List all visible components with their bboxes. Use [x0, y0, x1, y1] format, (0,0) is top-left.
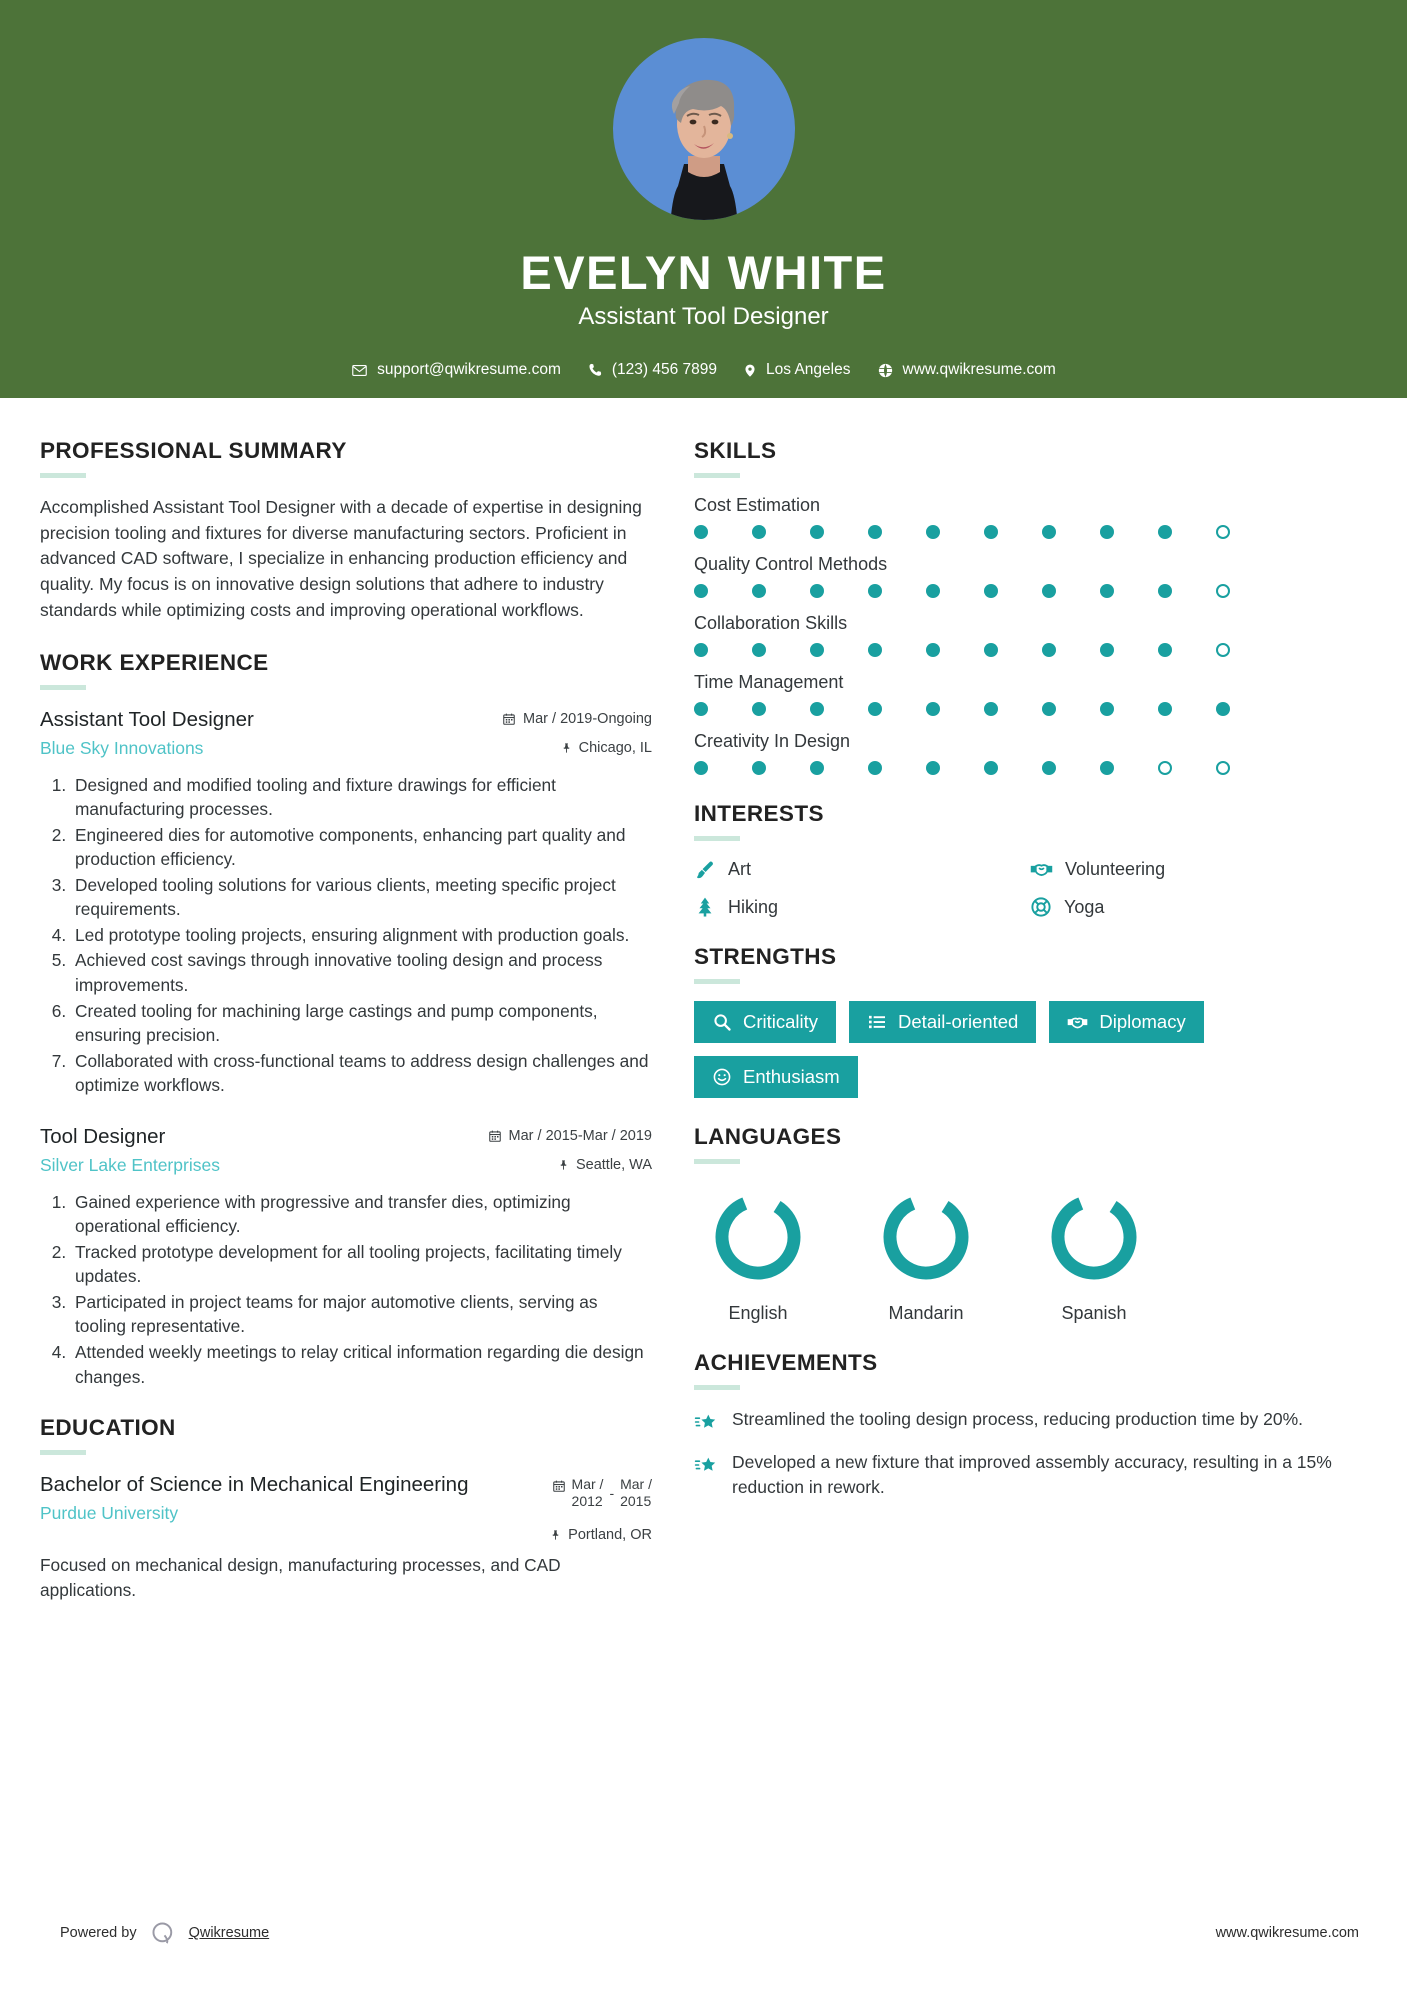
interest-item-hiking: [694, 896, 1030, 918]
achievement-item: [694, 1407, 1366, 1435]
star-shooting-icon: [694, 1454, 718, 1478]
skill-dot-slot: [752, 584, 810, 598]
section-education: [40, 1415, 652, 1602]
section-title: STRENGTHS: [694, 944, 837, 969]
language-label: Spanish: [1061, 1303, 1127, 1323]
summary-text: Accomplished Assistant Tool Designer with a decade of expertise in designing precision tooling and fixtures for diverse manufacturing sectors. Proficient in advanced CAD software, I specialize in enhancing production efficiency and quality. My focus is on innovative design solutions that adhere to industry standards while optimizing costs and improving operational workflows.: [40, 497, 642, 620]
skill-dot-slot: [1216, 584, 1274, 598]
skill-dot-slot: [810, 584, 868, 598]
strengths-list: [694, 1001, 1366, 1098]
skill-dot-slot: [1158, 702, 1216, 716]
handshake-icon: [1030, 858, 1053, 881]
education-date-separator: -: [609, 1485, 615, 1502]
education-end-year: 2015: [620, 1492, 652, 1509]
skill-dot-slot: [1042, 643, 1100, 657]
interest-item-art: [694, 858, 1030, 881]
globe-icon: [877, 362, 894, 379]
skill-dot-filled: [1216, 702, 1230, 716]
skill-dot-slot: [1100, 702, 1158, 716]
section-rule: [694, 473, 740, 478]
calendar-icon: [552, 1479, 566, 1493]
skill-dot-slot: [1042, 761, 1100, 775]
language-item: [694, 1187, 822, 1324]
skill-dot-slot: [984, 761, 1042, 775]
skill-dot-filled: [984, 584, 998, 598]
skill-dot-filled: [984, 702, 998, 716]
location-pin-icon: [743, 362, 757, 379]
skill-dot-slot: [984, 525, 1042, 539]
section-rule: [694, 979, 740, 984]
interest-label: Art: [728, 859, 752, 879]
job-location: [502, 740, 652, 756]
skill-dot-slot: [1216, 643, 1274, 657]
section-rule: [40, 685, 86, 690]
work-entry: [40, 707, 652, 1098]
pushpin-icon: [561, 741, 572, 755]
section-strengths: [694, 944, 1366, 1098]
language-label: Mandarin: [888, 1303, 964, 1323]
skill-dot-filled: [810, 525, 824, 539]
powered-by-block: [60, 1920, 269, 1946]
languages-list: [694, 1181, 1366, 1324]
skill-dot-slot: [1100, 525, 1158, 539]
skill-dot-filled: [1100, 643, 1114, 657]
strength-badge-detail-oriented: [849, 1001, 1036, 1043]
skill-dot-filled: [984, 525, 998, 539]
skill-dot-filled: [1158, 525, 1172, 539]
education-start-month: Mar /: [571, 1476, 604, 1493]
education-start-date: [572, 1476, 604, 1509]
skill-dot-slot: [984, 643, 1042, 657]
skill-dot-filled: [752, 525, 766, 539]
achievement-item: [694, 1450, 1366, 1500]
skill-dot-empty: [1158, 761, 1172, 775]
skill-dot-filled: [1158, 702, 1172, 716]
job-dates: [488, 1128, 652, 1144]
achievement-text: Developed a new fixture that improved assembly accuracy, resulting in a 15% reduction in rework.: [732, 1452, 1332, 1497]
list-item: 4. Led prototype tooling projects, ensuring alignment with production goals.: [71, 923, 652, 948]
smiley-icon: [712, 1067, 732, 1087]
star-shooting-icon: [694, 1411, 718, 1435]
skill-label: Creativity In Design: [694, 731, 851, 751]
page-title: EVELYN WHITE: [520, 246, 887, 299]
skill-dot-slot: [694, 643, 752, 657]
lifebuoy-icon: [1030, 896, 1052, 918]
job-dates-text: Mar / 2015-Mar / 2019: [508, 1127, 652, 1144]
skill-dot-filled: [926, 702, 940, 716]
education-description: Focused on mechanical design, manufacturing processes, and CAD applications.: [40, 1555, 561, 1600]
skill-label: Collaboration Skills: [694, 613, 848, 633]
skill-dot-slot: [1100, 761, 1158, 775]
skill-dot-slot: [752, 525, 810, 539]
language-item: [1030, 1187, 1158, 1324]
language-label: English: [728, 1303, 788, 1323]
work-entry: [40, 1124, 652, 1389]
contact-bar: [0, 361, 1407, 379]
interest-item-volunteering: [1030, 858, 1366, 881]
skill-dot-filled: [1158, 643, 1172, 657]
job-role: Assistant Tool Designer: [40, 707, 254, 731]
section-title: EDUCATION: [40, 1415, 176, 1441]
list-item: 7. Collaborated with cross-functional teams to address design challenges and optimize workflows.: [71, 1049, 652, 1098]
skill-dot-slot: [1042, 584, 1100, 598]
skill-rating: [694, 584, 1366, 598]
section-rule: [40, 1450, 86, 1455]
skill-dot-filled: [694, 761, 708, 775]
section-languages: [694, 1124, 1366, 1324]
skill-dot-slot: [810, 525, 868, 539]
list-item: 6. Created tooling for machining large castings and pump components, ensuring precision.: [71, 999, 652, 1048]
skill-dot-filled: [694, 643, 708, 657]
skill-dot-filled: [868, 525, 882, 539]
section-rule: [40, 473, 86, 478]
skill-dot-filled: [1042, 643, 1056, 657]
strength-label: Criticality: [743, 1011, 819, 1032]
skill-dot-filled: [1100, 584, 1114, 598]
strength-label: Detail-oriented: [898, 1011, 1019, 1032]
section-professional-summary: [40, 438, 652, 624]
resume-body: [0, 398, 1407, 1628]
skill-dot-empty: [1216, 643, 1230, 657]
language-item: [862, 1187, 990, 1324]
resume-header: [0, 0, 1407, 398]
skill-dot-filled: [984, 761, 998, 775]
skill-dot-slot: [926, 643, 984, 657]
interest-label: Hiking: [728, 896, 779, 917]
skill-dot-filled: [1158, 584, 1172, 598]
skill-dot-filled: [1100, 761, 1114, 775]
contact-email[interactable]: [351, 361, 561, 379]
job-location-text: Chicago, IL: [578, 739, 652, 756]
job-company[interactable]: Silver Lake Enterprises: [40, 1154, 220, 1175]
skill-dot-slot: [752, 702, 810, 716]
skill-dot-filled: [868, 584, 882, 598]
section-work-experience: [40, 650, 652, 1389]
skill-dot-filled: [1042, 761, 1056, 775]
skill-dot-slot: [868, 643, 926, 657]
skill-dot-filled: [694, 702, 708, 716]
skill-dot-filled: [810, 584, 824, 598]
section-rule: [694, 1159, 740, 1164]
section-title: INTERESTS: [694, 801, 824, 826]
job-bullets: [40, 1190, 652, 1389]
skill-dot-slot: [1158, 761, 1216, 775]
list-item: 2. Tracked prototype development for all tooling projects, facilitating timely updates.: [71, 1240, 652, 1289]
skill-dot-slot: [868, 761, 926, 775]
job-company[interactable]: Blue Sky Innovations: [40, 737, 204, 758]
footer: [0, 1920, 1407, 1990]
section-rule: [694, 836, 740, 841]
skill-dot-slot: [694, 525, 752, 539]
education-dates: [550, 1476, 652, 1509]
skill-dot-slot: [810, 702, 868, 716]
skill-dot-filled: [868, 702, 882, 716]
strength-label: Enthusiasm: [743, 1066, 840, 1087]
skill-dot-filled: [694, 525, 708, 539]
skill-dot-slot: [868, 525, 926, 539]
skill-rating: [694, 643, 1366, 657]
job-dates: [502, 711, 652, 727]
education-location-text: Portland, OR: [568, 1527, 652, 1544]
skill-dot-filled: [868, 643, 882, 657]
skill-dot-filled: [752, 761, 766, 775]
skill-dot-slot: [1042, 702, 1100, 716]
skill-dot-filled: [868, 761, 882, 775]
interests-list: [694, 858, 1366, 918]
skills-list: [694, 495, 1366, 775]
degree-title: Bachelor of Science in Mechanical Engineering: [40, 1473, 469, 1497]
avatar: [613, 38, 795, 220]
section-interests: [694, 801, 1366, 918]
interest-item-yoga: [1030, 896, 1366, 918]
skill-dot-slot: [1216, 702, 1274, 716]
skill-dot-slot: [810, 643, 868, 657]
strength-badge-enthusiasm: [694, 1056, 858, 1098]
skill-item: [694, 731, 1366, 775]
list-item: 4. Attended weekly meetings to relay critical information regarding die design changes.: [71, 1340, 652, 1389]
skill-rating: [694, 525, 1366, 539]
envelope-icon: [351, 362, 368, 379]
skill-dot-slot: [1042, 525, 1100, 539]
section-title: ACHIEVEMENTS: [694, 1350, 878, 1375]
contact-phone-text: (123) 456 7899: [611, 361, 718, 379]
skill-dot-slot: [926, 525, 984, 539]
skill-dot-slot: [810, 761, 868, 775]
skill-item: [694, 613, 1366, 657]
skill-dot-slot: [752, 643, 810, 657]
phone-icon: [587, 362, 603, 378]
education-entry: [40, 1472, 652, 1602]
qwikresume-logo-icon: [150, 1920, 176, 1946]
skill-dot-slot: [1100, 643, 1158, 657]
skill-dot-slot: [926, 761, 984, 775]
contact-phone[interactable]: [587, 361, 717, 379]
section-title: PROFESSIONAL SUMMARY: [40, 438, 347, 463]
skill-dot-slot: [926, 584, 984, 598]
language-progress-ring: [876, 1187, 976, 1287]
education-end-date: [620, 1476, 652, 1509]
skill-item: [694, 554, 1366, 598]
powered-by-label: Powered by: [60, 1925, 137, 1941]
skill-dot-filled: [1042, 702, 1056, 716]
skill-label: Time Management: [694, 672, 844, 692]
skill-item: [694, 672, 1366, 716]
skill-dot-filled: [1042, 525, 1056, 539]
skill-dot-slot: [984, 584, 1042, 598]
pushpin-icon: [550, 1528, 561, 1542]
list-item: 5. Achieved cost savings through innovative tooling design and process improvements.: [71, 948, 652, 997]
skill-dot-slot: [694, 761, 752, 775]
skill-label: Quality Control Methods: [694, 554, 888, 574]
job-role: Tool Designer: [40, 1124, 166, 1148]
skill-dot-filled: [926, 643, 940, 657]
section-rule: [694, 1385, 740, 1390]
skill-dot-slot: [868, 702, 926, 716]
contact-location-text: Los Angeles: [766, 361, 851, 379]
skill-dot-slot: [868, 584, 926, 598]
left-column: [40, 438, 652, 1628]
skill-dot-filled: [752, 643, 766, 657]
section-title: WORK EXPERIENCE: [40, 649, 269, 675]
skill-label: Cost Estimation: [694, 495, 821, 515]
skill-dot-filled: [926, 761, 940, 775]
skill-dot-filled: [984, 643, 998, 657]
job-title: Assistant Tool Designer: [578, 303, 829, 331]
contact-website[interactable]: [877, 361, 1056, 379]
handshake-icon: [1067, 1012, 1088, 1033]
skill-dot-slot: [1100, 584, 1158, 598]
pushpin-icon: [558, 1158, 569, 1172]
section-title: LANGUAGES: [694, 1124, 842, 1149]
job-dates-text: Mar / 2019-Ongoing: [523, 710, 652, 727]
calendar-icon: [488, 1129, 502, 1143]
skill-dot-filled: [752, 584, 766, 598]
list-item: 3. Participated in project teams for major automotive clients, serving as tooling representative.: [71, 1290, 652, 1339]
skill-dot-filled: [752, 702, 766, 716]
skill-dot-slot: [984, 702, 1042, 716]
section-title: SKILLS: [694, 438, 777, 463]
strength-badge-diplomacy: [1049, 1001, 1203, 1043]
skill-dot-slot: [694, 584, 752, 598]
skill-dot-filled: [1042, 584, 1056, 598]
education-location: [550, 1527, 652, 1543]
strength-label: Diplomacy: [1099, 1011, 1186, 1032]
language-progress-ring: [1044, 1187, 1144, 1287]
skill-dot-slot: [1158, 525, 1216, 539]
job-location-text: Seattle, WA: [575, 1156, 652, 1173]
magnifier-icon: [712, 1012, 732, 1032]
skill-dot-empty: [1216, 525, 1230, 539]
list-item: 1. Gained experience with progressive and transfer dies, optimizing operational efficiency.: [71, 1190, 652, 1239]
right-column: [694, 438, 1366, 1628]
tree-icon: [694, 896, 716, 918]
list-icon: [867, 1012, 887, 1032]
paintbrush-icon: [694, 859, 716, 881]
interest-label: Volunteering: [1065, 859, 1166, 879]
portrait-photo-icon: [644, 56, 764, 220]
skill-dot-slot: [1158, 643, 1216, 657]
skill-rating: [694, 702, 1366, 716]
education-end-month: Mar /: [620, 1476, 652, 1493]
contact-website-text: www.qwikresume.com: [902, 361, 1056, 379]
contact-email-text: support@qwikresume.com: [377, 361, 561, 379]
education-start-year: 2012: [571, 1492, 603, 1509]
list-item: 2. Engineered dies for automotive components, enhancing part quality and production efficiency.: [71, 823, 652, 872]
strength-badge-criticality: [694, 1001, 836, 1043]
job-bullets: [40, 773, 652, 1098]
qwikresume-link[interactable]: Qwikresume: [188, 1925, 270, 1941]
language-progress-ring: [708, 1187, 808, 1287]
achievement-text: Streamlined the tooling design process, reducing production time by 20%.: [732, 1409, 1304, 1429]
skill-dot-filled: [1100, 702, 1114, 716]
skill-rating: [694, 761, 1366, 775]
skill-dot-filled: [926, 525, 940, 539]
skill-dot-filled: [810, 702, 824, 716]
skill-dot-filled: [810, 643, 824, 657]
contact-location[interactable]: [743, 361, 850, 379]
calendar-icon: [502, 712, 516, 726]
skill-dot-slot: [1216, 761, 1274, 775]
school-name[interactable]: Purdue University: [40, 1503, 179, 1524]
list-item: 1. Designed and modified tooling and fixture drawings for efficient manufacturing processes.: [71, 773, 652, 822]
skill-dot-slot: [752, 761, 810, 775]
skill-dot-slot: [1216, 525, 1274, 539]
skill-dot-slot: [926, 702, 984, 716]
skill-item: [694, 495, 1366, 539]
job-location: [488, 1157, 652, 1173]
skill-dot-slot: [1158, 584, 1216, 598]
skill-dot-filled: [926, 584, 940, 598]
skill-dot-empty: [1216, 761, 1230, 775]
footer-url[interactable]: www.qwikresume.com: [1215, 1925, 1359, 1941]
section-achievements: [694, 1350, 1366, 1500]
skill-dot-empty: [1216, 584, 1230, 598]
skill-dot-filled: [810, 761, 824, 775]
section-skills: [694, 438, 1366, 775]
skill-dot-slot: [694, 702, 752, 716]
skill-dot-filled: [1100, 525, 1114, 539]
list-item: 3. Developed tooling solutions for various clients, meeting specific project requirements.: [71, 873, 652, 922]
skill-dot-filled: [694, 584, 708, 598]
interest-label: Yoga: [1064, 896, 1105, 917]
